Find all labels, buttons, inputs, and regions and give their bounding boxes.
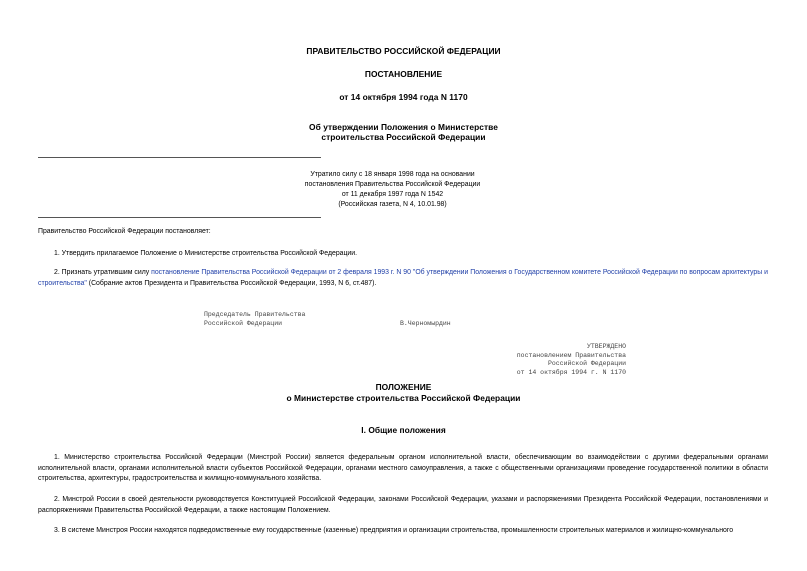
document-title-line2: строительства Российской Федерации bbox=[321, 132, 486, 142]
intro-text: Правительство Российской Федерации постановляет: bbox=[38, 228, 211, 235]
regulation-heading: ПОЛОЖЕНИЕ bbox=[375, 382, 432, 392]
regulation-paragraph-1: 1. Министерство строительства Российской Федерации (Минстрой России) является федеральным органом исполнительной власти, обеспечивающим во взаимодействии с другими федеральными органами исполнительной власти, органами исполнительной власти субъектов Российской Федерации, органами местного самоуправления, а также с общественными организациями проведение государственной политики в области строительства, архитектуры, градостроительства и жилищно-коммунального хозяйства. bbox=[38, 454, 768, 483]
regulation-paragraph-2: 2. Минстрой России в своей деятельности руководствуется Конституцией Российской Федерации, законами Российской Федерации, указами и распоряжениями Президента Российской Федерации, постановлениями и распоряжениями Правительства Российской Федерации, а также настоящим Положением. bbox=[38, 496, 768, 514]
item-2-prefix: 2. Признать утратившим силу bbox=[54, 269, 152, 276]
approved-line3: Российской Федерации bbox=[547, 360, 626, 367]
section-1-heading: I. Общие положения bbox=[361, 425, 446, 435]
signature-title-line2: Российской Федерации bbox=[204, 320, 283, 327]
document-org: ПРАВИТЕЛЬСТВО РОССИЙСКОЙ ФЕДЕРАЦИИ bbox=[306, 46, 501, 56]
item-2-link[interactable]: постановление Правительства Российской Федерации от 2 февраля 1993 г. N 90 "Об утверждении Положения о Государственном комитете Российской Федерации по вопросам архитектуры и строительства" bbox=[38, 269, 768, 287]
approved-line2: постановлением Правительства bbox=[516, 351, 626, 359]
signature-title-line1: Председатель Правительства bbox=[204, 311, 306, 318]
item-2 bbox=[38, 268, 768, 289]
regulation-paragraph-3: 3. В системе Минстроя России находятся подведомственные ему государственные (казенные) предприятия и организации строительства, промышленности строительных материалов и жилищно-коммунального bbox=[54, 527, 734, 534]
divider-bottom bbox=[38, 217, 321, 218]
regulation-subheading: о Министерстве строительства Российской Федерации bbox=[286, 393, 521, 403]
signature-name: В.Черномырдин bbox=[400, 320, 451, 327]
approved-line1: УТВЕРЖДЕНО bbox=[586, 343, 626, 350]
item-2-suffix: (Собрание актов Президента и Правительства Российской Федерации, 1993, N 6, ст.487). bbox=[86, 279, 377, 287]
document-title-line1: Об утверждении Положения о Министерстве bbox=[309, 122, 498, 132]
item-1: 1. Утвердить прилагаемое Положение о Министерстве строительства Российской Федерации. bbox=[54, 250, 358, 257]
repeal-note-line2: постановления Правительства Российской Федерации bbox=[304, 181, 481, 188]
document-type: ПОСТАНОВЛЕНИЕ bbox=[364, 69, 443, 79]
repeal-note-line1: Утратило силу с 18 января 1998 года на основании bbox=[310, 171, 475, 178]
divider-top bbox=[38, 157, 321, 158]
document-date-number: от 14 октября 1994 года N 1170 bbox=[339, 92, 468, 102]
approved-block bbox=[440, 343, 626, 377]
repeal-note-line3: от 11 декабря 1997 года N 1542 bbox=[341, 191, 444, 198]
repeal-note bbox=[270, 170, 515, 210]
approved-line4: от 14 октября 1994 г. N 1170 bbox=[516, 368, 626, 376]
repeal-note-line4: (Российская газета, N 4, 10.01.98) bbox=[338, 201, 447, 208]
